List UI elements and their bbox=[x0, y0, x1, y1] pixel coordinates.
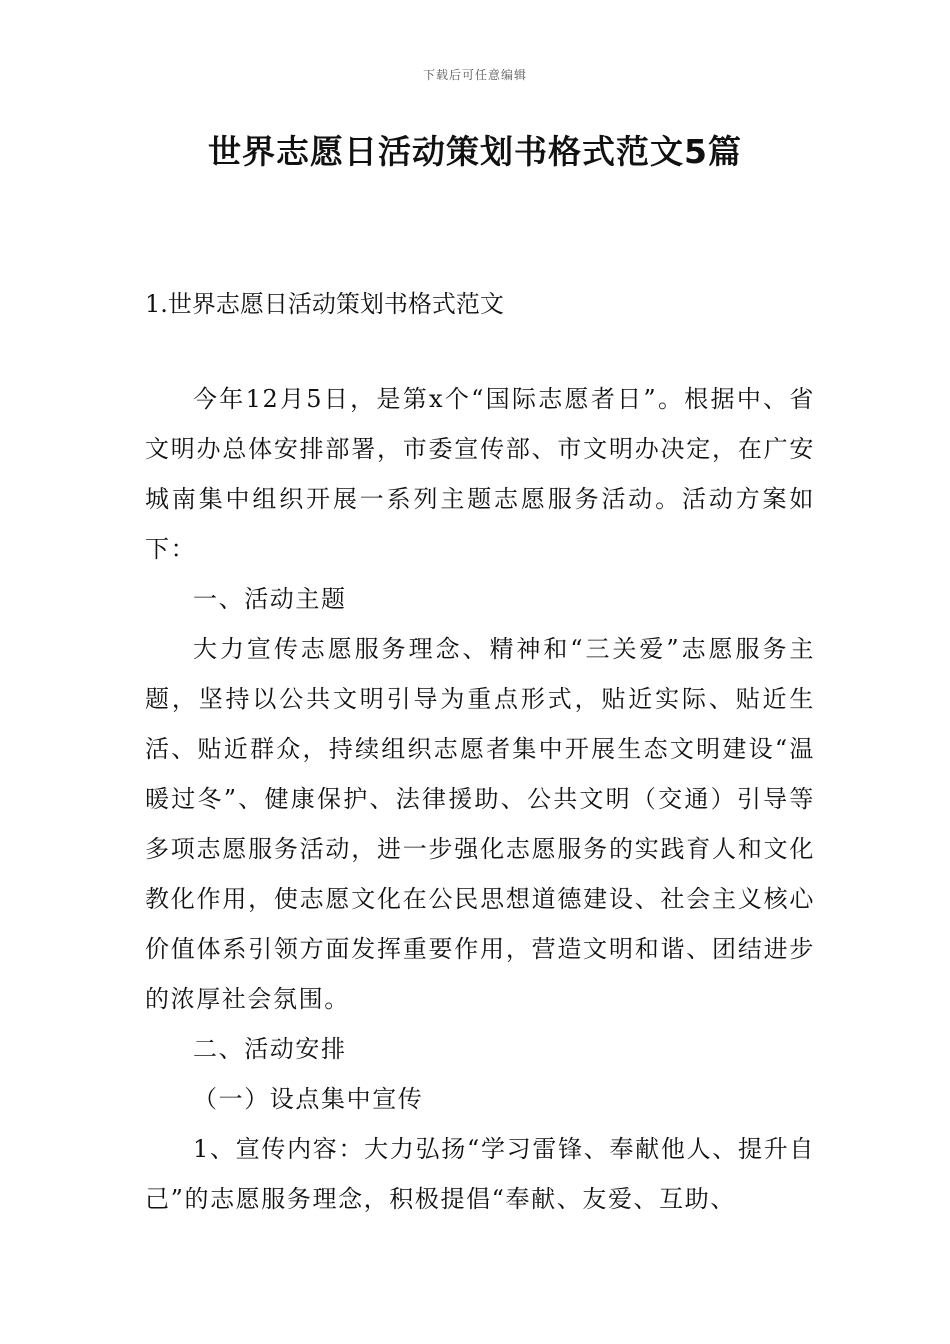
header-watermark: 下载后可任意编辑 bbox=[422, 68, 527, 82]
document-body bbox=[145, 374, 815, 1224]
section-heading: 1.世界志愿日活动策划书格式范文 bbox=[145, 290, 504, 318]
paragraph-intro: 今年12月5日，是第x个“国际志愿者日”。根据中、省文明办总体安排部署，市委宣传部、市文明办决定，在广安城南集中组织开展一系列主题志愿服务活动。活动方案如下： bbox=[145, 385, 815, 563]
paragraph-heading-arrangement: 二、活动安排 bbox=[193, 1035, 347, 1063]
paragraph-promotion-content: 1、宣传内容：大力弘扬“学习雷锋、奉献他人、提升自己”的志愿服务理念，积极提倡“奉献、友爱、互助、 bbox=[145, 1135, 815, 1213]
paragraph-theme: 大力宣传志愿服务理念、精神和“三关爱”志愿服务主题，坚持以公共文明引导为重点形式，贴近实际、贴近生活、贴近群众，持续组织志愿者集中开展生态文明建设“温暖过冬”、健康保护、法律援助、公共文明（交通）引导等多项志愿服务活动，进一步强化志愿服务的实践育人和文化教化作用，使志愿文化在公民思想道德建设、社会主义核心价值体系引领方面发挥重要作用，营造文明和谐、团结进步的浓厚社会氛围。 bbox=[145, 635, 815, 1013]
paragraph-heading-theme: 一、活动主题 bbox=[193, 585, 347, 613]
document-title: 世界志愿日活动策划书格式范文5篇 bbox=[208, 132, 742, 171]
paragraph-subheading-promotion: （一）设点集中宣传 bbox=[193, 1085, 424, 1113]
